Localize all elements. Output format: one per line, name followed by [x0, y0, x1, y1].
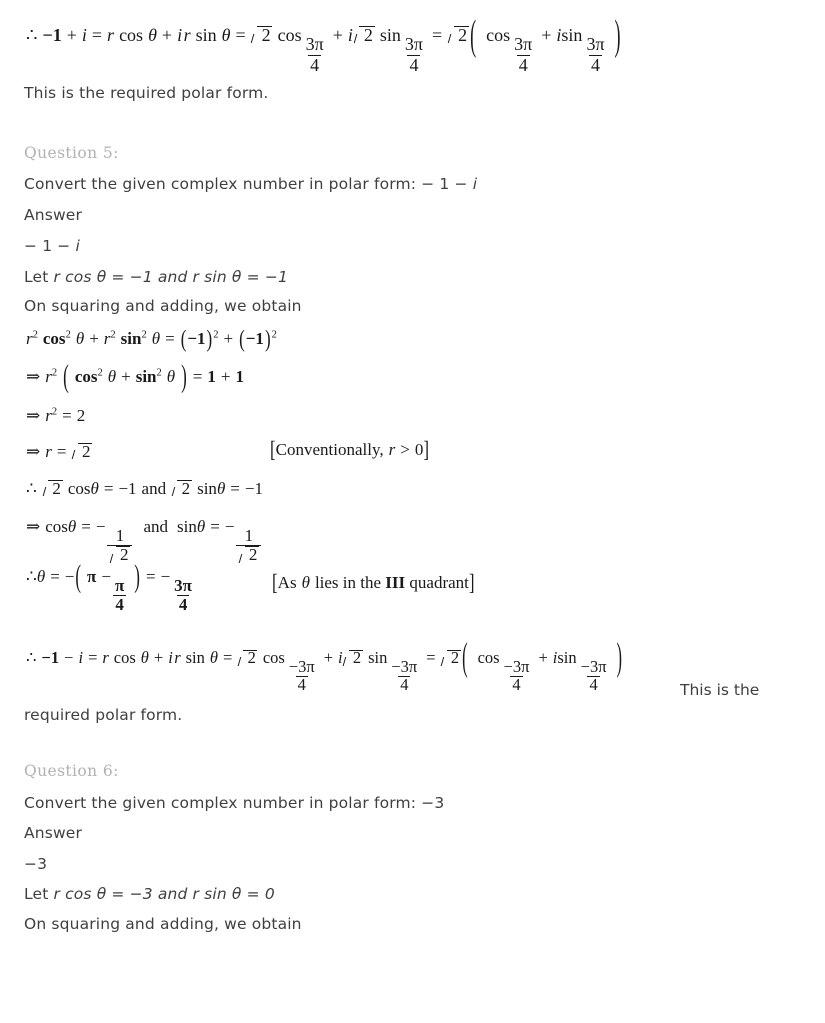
complex-number-real: − 1 − — [24, 237, 76, 255]
required-polar-form-text-1: This is the required polar form. — [24, 84, 269, 102]
question-6-complex-number: −3 — [24, 855, 48, 873]
question-6-prompt-text: Convert the given complex number in polar form: — [24, 794, 422, 812]
question-5-prompt-value: − 1 − — [421, 175, 473, 193]
question-5-complex-number — [24, 236, 80, 256]
question-6-answer-label: Answer — [24, 824, 82, 842]
equation-polar-form-minus1-plus-i: ∴ −1 + i = r cos θ + i r sin θ = 2 cos $\frac{3\pi}{4}$ + i 2 sin $\frac{3\pi}{4}$ = 2 ( cos $\frac{3\pi}{4}$ + isin $\frac{3\pi}{4}$ ) — [26, 11, 621, 75]
let-keyword: Let — [24, 268, 54, 286]
question-6-prompt — [24, 793, 444, 813]
therefore-symbol: ∴ — [26, 25, 38, 45]
required-polar-form-tail-line2: required polar form. — [24, 706, 183, 724]
equation-step-squaring-adding: $r^2$ $\cos^2 \theta + r^2$ $\sin^2 \theta = (-1)^2 + (-1)^2$ — [26, 324, 277, 353]
question-5-prompt-value-i: i — [472, 175, 478, 193]
question-5-heading: Question 5: — [24, 144, 119, 162]
equation-step-r-squared-equals-two: ⇒ $r^2 = 2$ — [26, 406, 86, 425]
implies-symbol: ⇒ — [26, 367, 41, 386]
question-5-answer-label: Answer — [24, 206, 82, 224]
equation-polar-form-minus1-minus-i: ∴ −1 − i = r cos θ + i r sin θ = 2 cos $\frac{-3\pi}{4}$ + i 2 sin $\frac{-3\pi}{4}$ = 2 ( cos $\frac{-3\pi}{4}$ + isin $\frac{-3\pi}{4}$ ) — [26, 634, 623, 695]
question-5-squaring-line: On squaring and adding, we obtain — [24, 297, 302, 315]
note-theta-third-quadrant: [As θ lies in the III quadrant] — [272, 569, 475, 596]
equation-step-cos-sin-values: ⇒ cosθ = − $\frac{1}{2}$ and sinθ = − $\frac{1}{2}$ — [26, 518, 263, 563]
question-6-let-line — [24, 884, 275, 904]
question-6-squaring-line: On squaring and adding, we obtain — [24, 915, 302, 933]
equation-step-theta-value: ∴θ = −( π − $\frac{\pi}{4}$ ) = − $\frac{3\pi}{4}$ — [26, 558, 192, 615]
question-5-prompt-text: Convert the given complex number in polar form: — [24, 175, 422, 193]
required-polar-form-tail-line1: This is the — [680, 681, 760, 699]
equation-step-sqrt2-cos-sin: ∴ 2 cosθ = −1 and 2 sinθ = −1 — [26, 479, 263, 498]
equation-step-r-equals-sqrt2: ⇒ r = 2 — [26, 442, 91, 461]
question-6-prompt-value: −3 — [421, 794, 445, 812]
note-conventionally-r-positive: [Conventionally, r > 0] — [270, 436, 430, 463]
question-6-heading: Question 6: — [24, 762, 119, 780]
complex-number-imaginary-unit: i — [75, 237, 80, 255]
equation-step-factor-identity: ⇒ $r^2$ ( $\cos^2 \theta + \sin^2 \theta$ ) = 1 + 1 — [26, 358, 244, 395]
question-5-prompt — [24, 174, 477, 194]
let-expression-q6: r cos θ = −3 and r sin θ = 0 — [53, 885, 275, 903]
question-5-let-line — [24, 267, 288, 287]
let-keyword-q6: Let — [24, 885, 54, 903]
let-expression: r cos θ = −1 and r sin θ = −1 — [53, 268, 288, 286]
